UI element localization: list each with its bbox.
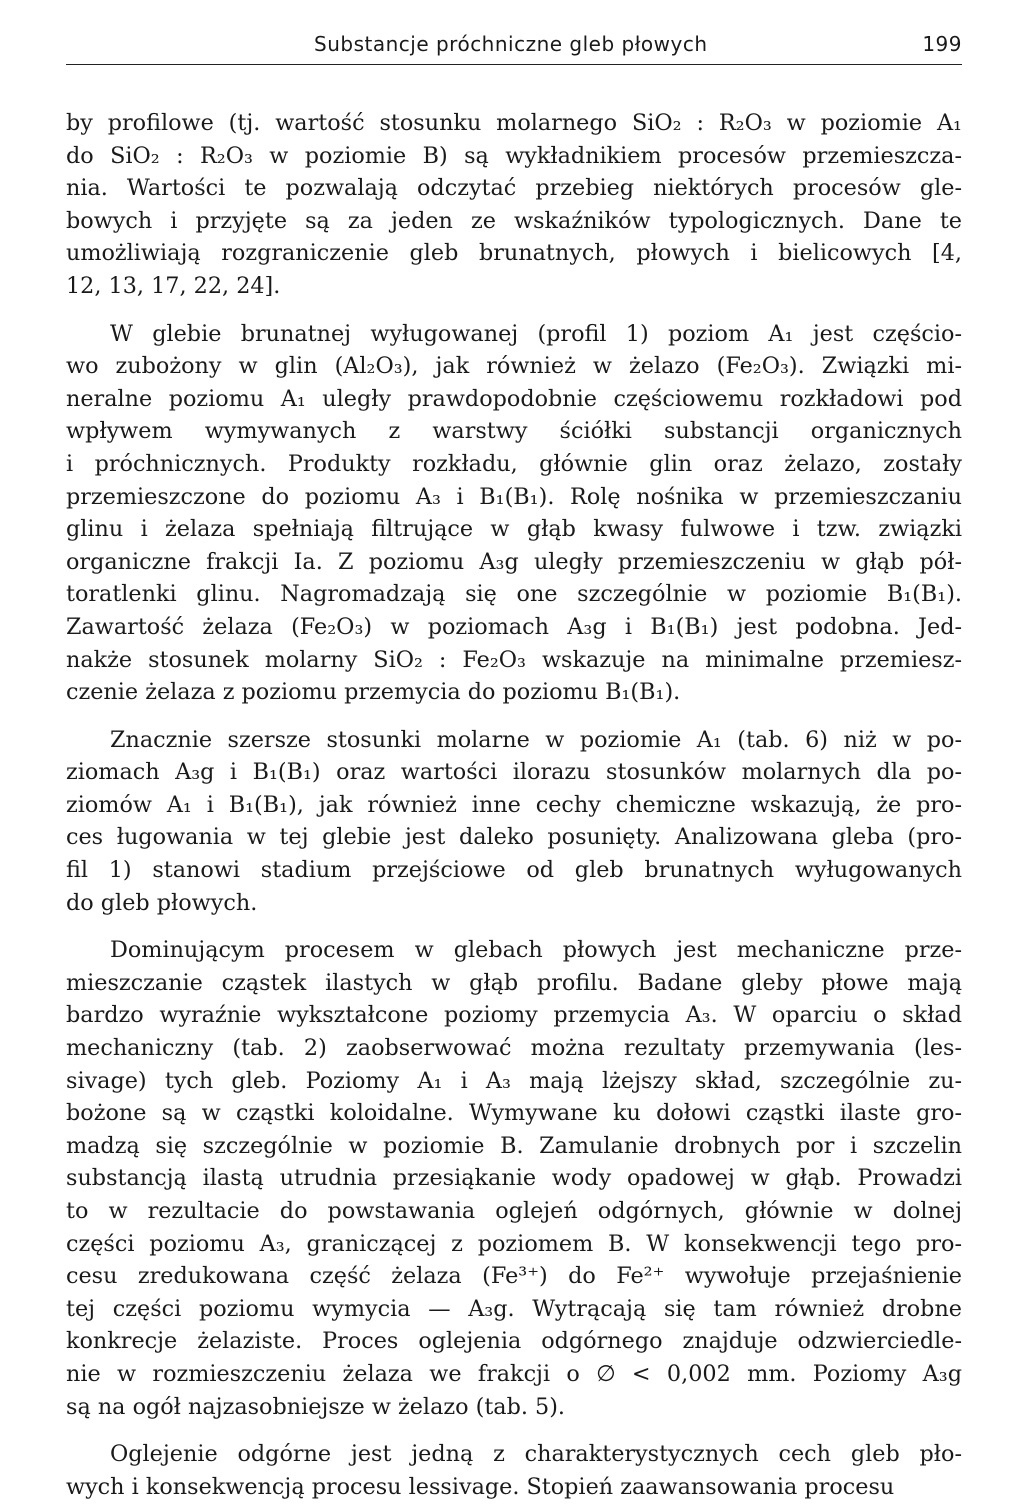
paragraph-2: [66, 318, 962, 709]
text-line: bardzo wyraźnie wykształcone poziomy przemycia A₃. W oparciu o skład: [66, 1002, 962, 1029]
body-text: [66, 107, 962, 1503]
page-number: 199: [922, 32, 962, 56]
text-line: ziomów A₁ i B₁(B₁), jak również inne cechy chemiczne wskazują, że pro-: [66, 791, 962, 818]
text-line: umożliwiają rozgraniczenie gleb brunatnych, płowych i bielicowych [4,: [66, 240, 962, 267]
paragraph-5: [66, 1438, 962, 1503]
text-line: mechaniczny (tab. 2) zaobserwować można rezultaty przemywania (les-: [66, 1035, 962, 1062]
text-line: organiczne frakcji Ia. Z poziomu A₃g uległy przemieszczeniu w głąb pół-: [66, 548, 962, 575]
running-title: Substancje próchniczne gleb płowych: [314, 32, 708, 56]
text-line: nakże stosunek molarny SiO₂ : Fe₂O₃ wskazuje na minimalne przemiesz-: [66, 646, 962, 673]
text-line: W glebie brunatnej wyługowanej (profil 1) poziom A₁ jest częścio-: [110, 320, 962, 347]
text-line: 12, 13, 17, 22, 24].: [66, 272, 281, 299]
text-line: czenie żelaza z poziomu przemycia do poziomu B₁(B₁).: [66, 679, 681, 706]
text-line: części poziomu A₃, graniczącej z poziomem B. W konsekwencji tego pro-: [66, 1230, 962, 1257]
text-line: sivage) tych gleb. Poziomy A₁ i A₃ mają lżejszy skład, szczególnie zu-: [66, 1067, 962, 1094]
text-line: bowych i przyjęte są za jeden ze wskaźników typologicznych. Dane te: [66, 207, 962, 234]
text-line: to w rezultacie do powstawania oglejeń odgórnych, głównie w dolnej: [66, 1198, 962, 1224]
text-line: wo zubożony w glin (Al₂O₃), jak również w żelazo (Fe₂O₃). Związki mi-: [66, 353, 962, 380]
text-line: przemieszczone do poziomu A₃ i B₁(B₁). Rolę nośnika w przemieszczaniu: [66, 483, 962, 510]
page-header: [66, 24, 962, 65]
text-line: glinu i żelaza spełniają filtrujące w głąb kwasy fulwowe i tzw. związki: [66, 516, 962, 543]
text-line: i próchnicznych. Produkty rozkładu, głównie glin oraz żelazo, zostały: [66, 450, 962, 477]
text-line: wpływem wymywanych z warstwy ściółki substancji organicznych: [66, 418, 962, 445]
text-line: mieszczanie cząstek ilastych w głąb profilu. Badane gleby płowe mają: [66, 969, 962, 996]
text-line: tej części poziomu wymycia — A₃g. Wytrącają się tam również drobne: [66, 1295, 962, 1322]
text-line: madzą się szczególnie w poziomie B. Zamulanie drobnych por i szczelin: [66, 1132, 962, 1159]
text-line: neralne poziomu A₁ uległy prawdopodobnie częściowemu rozkładowi pod: [66, 385, 962, 412]
text-line: bożone są w cząstki koloidalne. Wymywane ku dołowi cząstki ilaste gro-: [66, 1100, 962, 1127]
text-line: wych i konsekwencją procesu lessivage. Stopień zaawansowania procesu: [66, 1473, 895, 1500]
text-line: ces ługowania w tej glebie jest daleko posunięty. Analizowana gleba (pro-: [66, 824, 962, 851]
text-line: Znacznie szersze stosunki molarne w poziomie A₁ (tab. 6) niż w po-: [110, 726, 962, 753]
document-page: [66, 24, 962, 1503]
text-line: są na ogół najzasobniejsze w żelazo (tab. 5).: [66, 1393, 565, 1420]
paragraph-3: [66, 724, 962, 920]
text-line: Dominującym procesem w glebach płowych jest mechaniczne prze-: [110, 937, 962, 964]
text-line: toratlenki glinu. Nagromadzają się one szczególnie w poziomie B₁(B₁).: [66, 581, 962, 608]
text-line: Zawartość żelaza (Fe₂O₃) w poziomach A₃g i B₁(B₁) jest podobna. Jed-: [66, 613, 962, 640]
text-line: by profilowe (tj. wartość stosunku molarnego SiO₂ : R₂O₃ w poziomie A₁: [66, 110, 962, 136]
text-line: substancją ilastą utrudnia przesiąkanie wody opadowej w głąb. Prowadzi: [66, 1165, 962, 1192]
text-line: do SiO₂ : R₂O₃ w poziomie B) są wykładnikiem procesów przemieszcza-: [66, 142, 962, 169]
paragraph-1: [66, 107, 962, 303]
paragraph-4: [66, 934, 962, 1423]
text-line: Oglejenie odgórne jest jedną z charakterystycznych cech gleb pło-: [110, 1441, 962, 1468]
text-line: nie w rozmieszczeniu żelaza we frakcji o ∅ < 0,002 mm. Poziomy A₃g: [66, 1360, 962, 1387]
text-line: do gleb płowych.: [66, 889, 258, 916]
text-line: konkrecje żelaziste. Proces oglejenia odgórnego znajduje odzwierciedle-: [66, 1328, 962, 1355]
text-line: ziomach A₃g i B₁(B₁) oraz wartości ilorazu stosunków molarnych dla po-: [66, 759, 962, 786]
text-line: cesu zredukowana część żelaza (Fe³⁺) do Fe²⁺ wywołuje przejaśnienie: [66, 1263, 962, 1290]
text-line: nia. Wartości te pozwalają odczytać przebieg niektórych procesów gle-: [66, 175, 962, 202]
text-line: fil 1) stanowi stadium przejściowe od gleb brunatnych wyługowanych: [66, 857, 962, 884]
